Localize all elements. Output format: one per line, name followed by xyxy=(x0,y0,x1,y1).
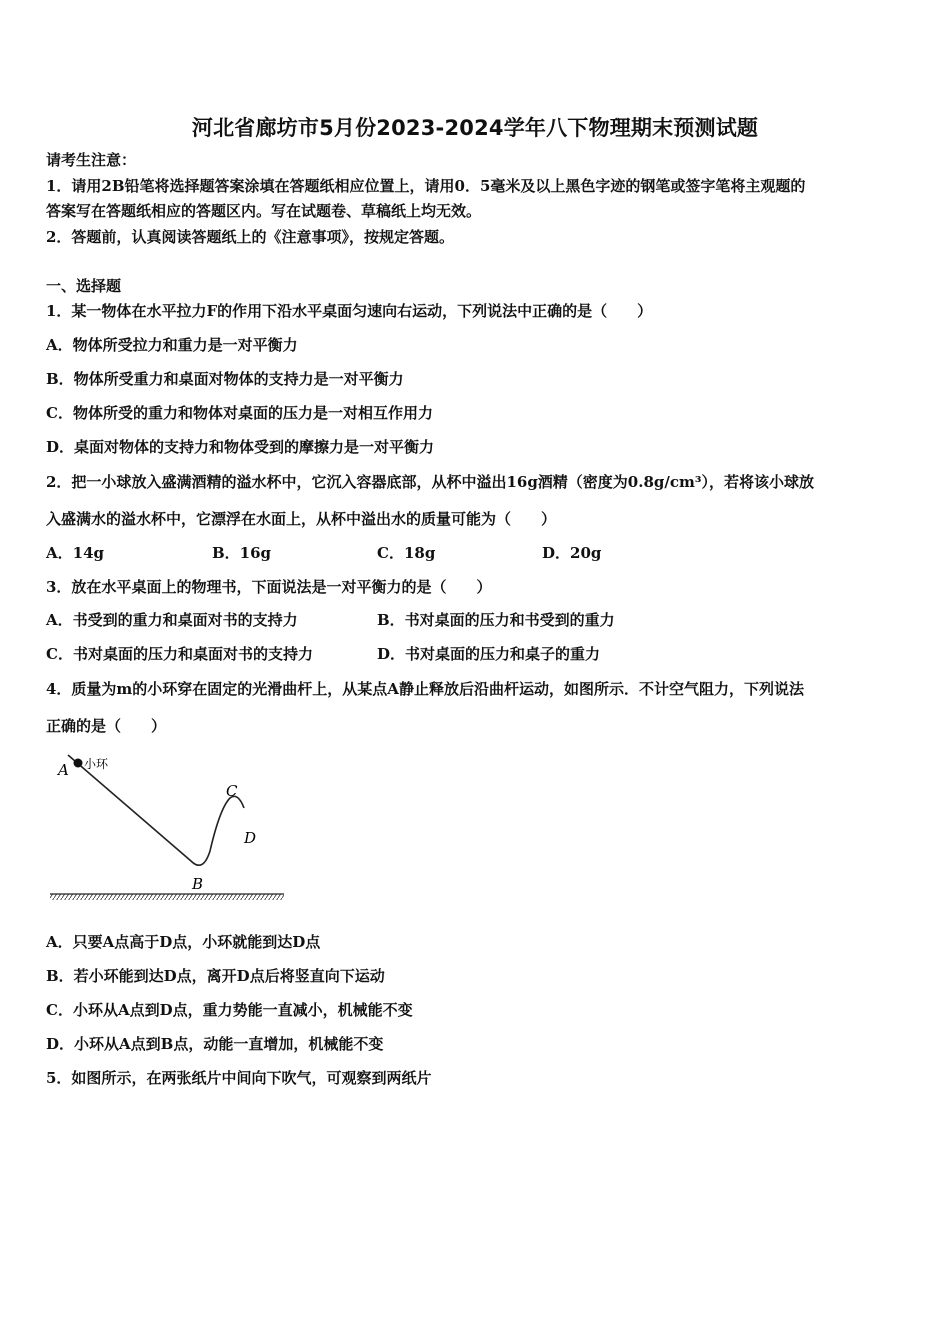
question-5-stem: 5．如图所示，在两张纸片中间向下吹气，可观察到两纸片 xyxy=(46,1069,432,1087)
question-1-stem: 1．某一物体在水平拉力F的作用下沿水平桌面匀速向右运动，下列说法中正确的是（ ） xyxy=(46,302,653,320)
question-3-option-d: D．书对桌面的压力和桌子的重力 xyxy=(377,645,601,663)
question-3-option-a: A．书受到的重力和桌面对书的支持力 xyxy=(46,611,298,629)
question-2-stem-line-1: 2．把一小球放入盛满酒精的溢水杯中，它沉入容器底部，从杯中溢出16g酒精（密度为0.8g/cm³），若将该小球放 xyxy=(46,473,814,491)
question-2-option-c: C．18g xyxy=(377,544,436,562)
question-4-stem-line-1: 4．质量为m的小环穿在固定的光滑曲杆上，从某点A静止释放后沿曲杆运动，如图所示．不计空气阻力，下列说法 xyxy=(46,680,804,698)
label-a: A xyxy=(58,761,69,779)
label-d: D xyxy=(244,829,257,847)
question-3-option-c: C．书对桌面的压力和桌面对书的支持力 xyxy=(46,645,313,663)
question-2-option-a: A．14g xyxy=(46,544,105,562)
question-1-option-a: A．物体所受拉力和重力是一对平衡力 xyxy=(46,336,298,354)
question-1-option-d: D．桌面对物体的支持力和物体受到的摩擦力是一对平衡力 xyxy=(46,438,435,456)
ground-hatching xyxy=(50,894,284,900)
notice-item-1-line-1: 1．请用2B铅笔将选择题答案涂填在答题纸相应位置上，请用0．5毫米及以上黑色字迹的钢笔或签字笔将主观题的 xyxy=(46,177,806,195)
curved-rod xyxy=(68,755,244,865)
label-ring: 小环 xyxy=(84,757,109,771)
label-b: B xyxy=(192,875,204,893)
question-1-option-b: B．物体所受重力和桌面对物体的支持力是一对平衡力 xyxy=(46,370,404,388)
question-3-stem: 3．放在水平桌面上的物理书，下面说法是一对平衡力的是（ ） xyxy=(46,578,492,596)
curved-rod-figure xyxy=(46,748,291,908)
ring-icon xyxy=(74,759,82,767)
question-2-option-b: B．16g xyxy=(212,544,272,562)
page-title: 河北省廊坊市5月份2023-2024学年八下物理期末预测试题 xyxy=(191,116,759,140)
question-4-stem-line-2: 正确的是（ ） xyxy=(46,717,167,735)
notice-item-1-line-2: 答案写在答题纸相应的答题区内。写在试题卷、草稿纸上均无效。 xyxy=(46,202,482,220)
question-4-option-b: B．若小环能到达D点，离开D点后将竖直向下运动 xyxy=(46,967,385,985)
question-2-option-d: D．20g xyxy=(542,544,602,562)
notice-heading: 请考生注意： xyxy=(46,151,137,169)
question-4-option-c: C．小环从A点到D点，重力势能一直减小，机械能不变 xyxy=(46,1001,413,1019)
question-3-option-b: B．书对桌面的压力和书受到的重力 xyxy=(377,611,615,629)
question-4-option-a: A．只要A点高于D点，小环就能到达D点 xyxy=(46,933,321,951)
question-1-option-c: C．物体所受的重力和物体对桌面的压力是一对相互作用力 xyxy=(46,404,433,422)
notice-item-2: 2．答题前，认真阅读答题纸上的《注意事项》，按规定答题。 xyxy=(46,228,454,246)
question-2-stem-line-2: 入盛满水的溢水杯中，它漂浮在水面上，从杯中溢出水的质量可能为（ ） xyxy=(46,510,557,528)
section-heading: 一、选择题 xyxy=(46,277,122,295)
label-c: C xyxy=(226,782,238,800)
question-4-option-d: D．小环从A点到B点，动能一直增加，机械能不变 xyxy=(46,1035,384,1053)
